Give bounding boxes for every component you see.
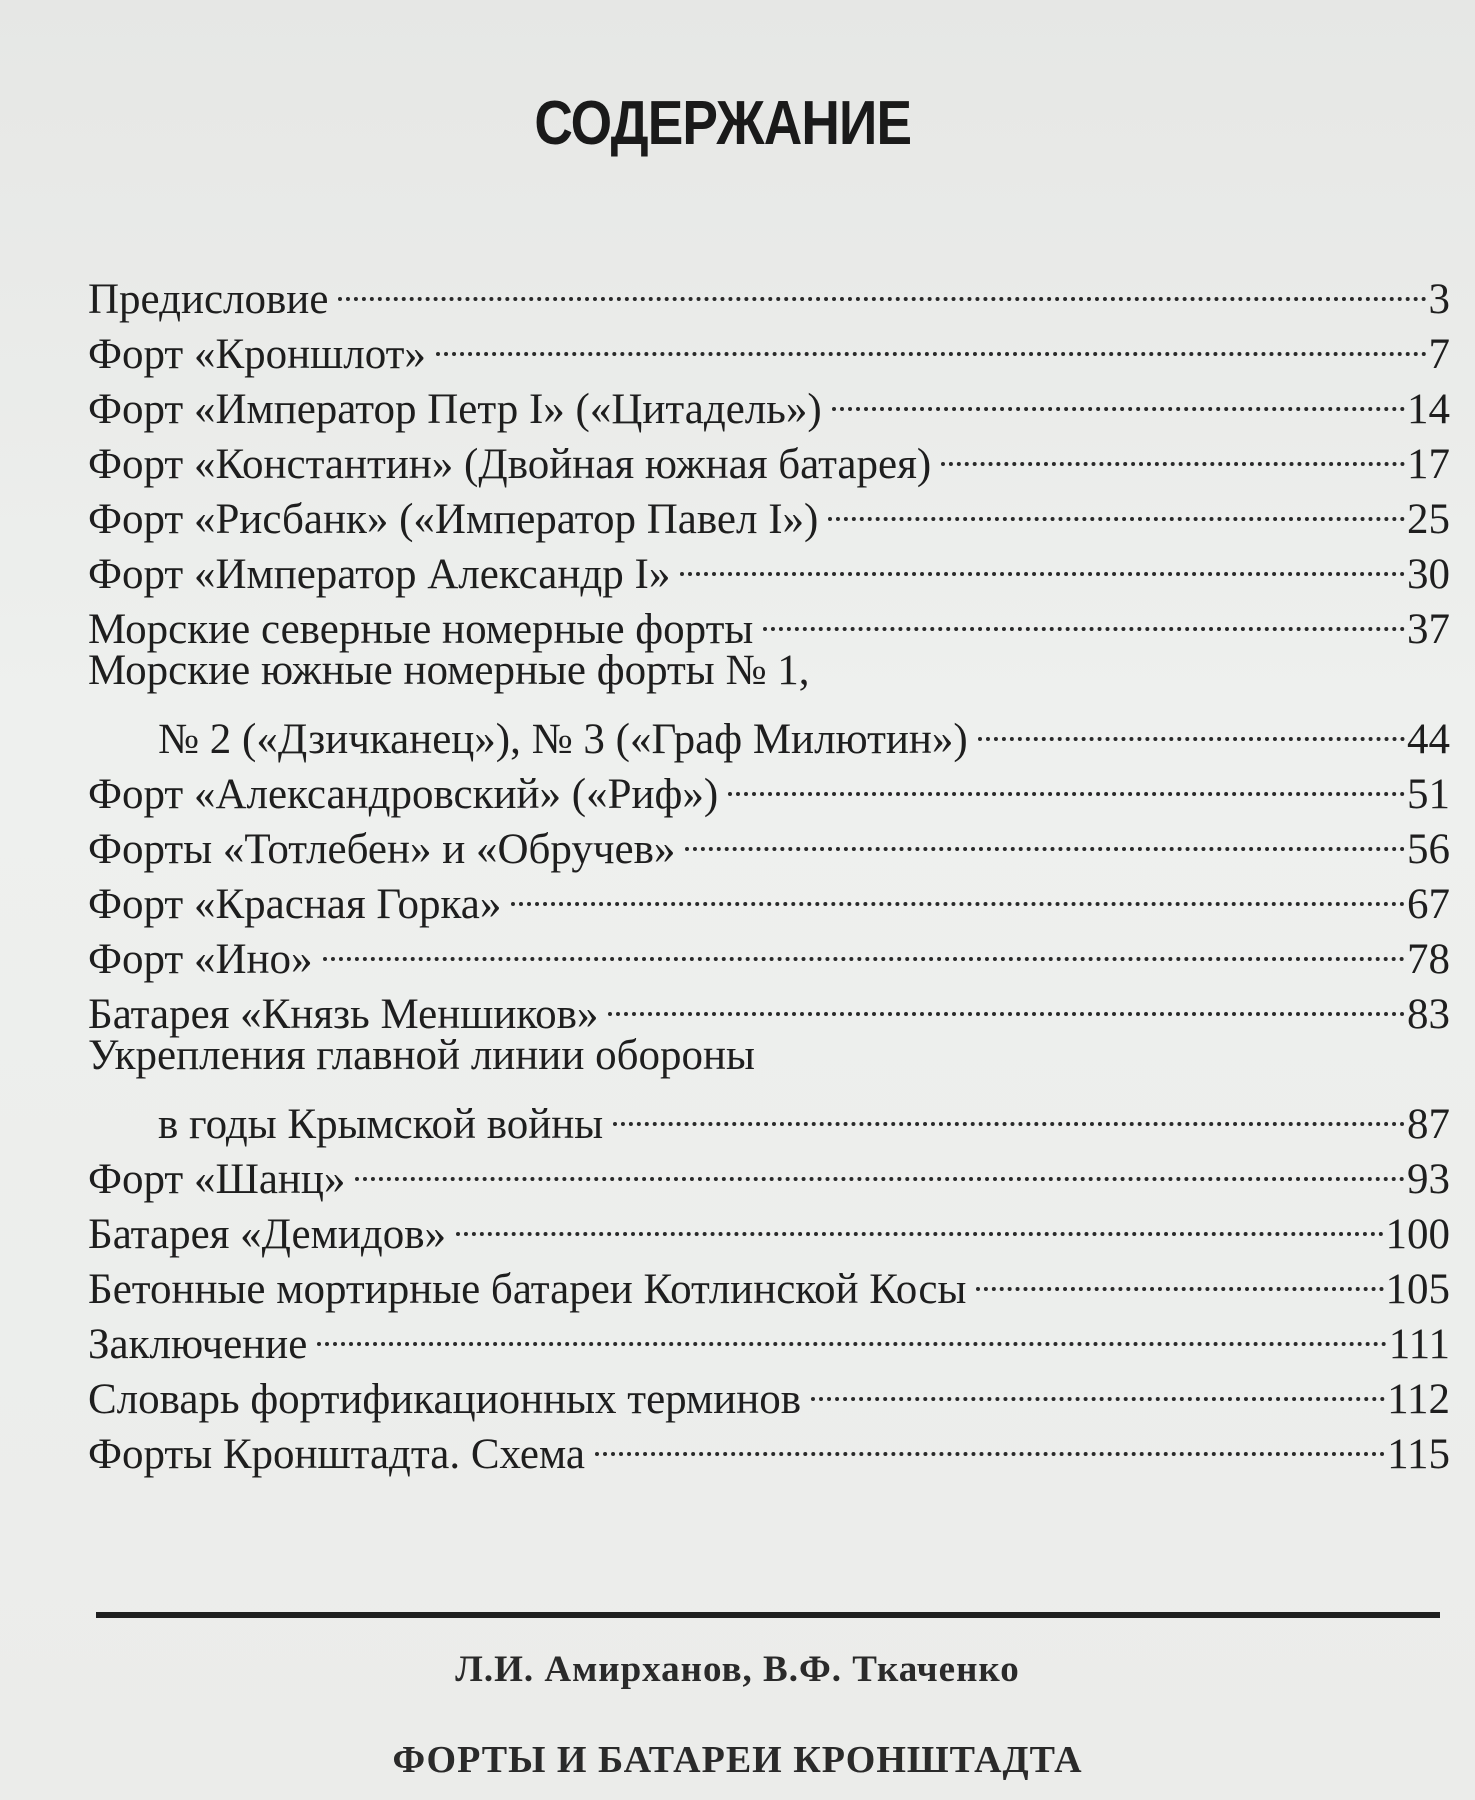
dot-leader xyxy=(595,1413,1385,1468)
dot-leader xyxy=(832,368,1405,423)
toc-page-number: 100 xyxy=(1385,1211,1450,1258)
toc-page-number: 112 xyxy=(1387,1376,1450,1423)
toc-entry-title: Форт «Рисбанк» («Император Павел I») xyxy=(88,496,819,543)
toc-entry-title: Форт «Ино» xyxy=(88,936,313,983)
toc-entry-title: Форт «Император Александр I» xyxy=(88,551,671,598)
toc-page-number: 17 xyxy=(1407,441,1450,488)
toc-entry xyxy=(88,643,1450,698)
toc-entry xyxy=(88,258,1450,323)
dot-leader xyxy=(811,1358,1385,1413)
toc-page-number: 56 xyxy=(1407,826,1450,873)
toc-page-number: 44 xyxy=(1407,716,1450,763)
divider-line xyxy=(96,1612,1440,1618)
toc-page-number: 25 xyxy=(1407,496,1450,543)
toc-page-number: 105 xyxy=(1385,1266,1450,1313)
toc-page-number: 111 xyxy=(1388,1321,1450,1368)
toc-page-number: 37 xyxy=(1407,606,1450,653)
toc-page-number: 3 xyxy=(1428,276,1450,323)
toc-entry-title: Бетонные мортирные батареи Котлинской Косы xyxy=(88,1266,967,1313)
toc-entry xyxy=(88,698,1450,763)
toc-entry-title: Словарь фортификационных терминов xyxy=(88,1376,802,1423)
dot-leader xyxy=(941,423,1405,478)
toc-page-number: 7 xyxy=(1428,331,1450,378)
toc-page-number: 83 xyxy=(1407,991,1450,1038)
toc-page-number: 51 xyxy=(1407,771,1450,818)
toc-entry-title: в годы Крымской войны xyxy=(158,1101,604,1148)
toc-entry-title: Батарея «Князь Меншиков» xyxy=(88,991,599,1038)
toc-page-number: 14 xyxy=(1407,386,1450,433)
toc-entry-title: Заключение xyxy=(88,1321,308,1368)
toc-entry-title: Укрепления главной линии обороны xyxy=(88,1032,755,1079)
dot-leader xyxy=(323,918,1405,973)
toc-page-number: 30 xyxy=(1407,551,1450,598)
dot-leader xyxy=(763,588,1405,643)
toc-entry xyxy=(88,1028,1450,1083)
dot-leader xyxy=(613,1083,1405,1138)
dot-leader xyxy=(685,808,1405,863)
dot-leader xyxy=(828,478,1405,533)
toc-entry-title: Предисловие xyxy=(88,276,329,323)
toc-entry-title: Форт «Константин» (Двойная южная батарея) xyxy=(88,441,932,488)
toc-entry-title: Форт «Кроншлот» xyxy=(88,331,426,378)
dot-leader xyxy=(456,1193,1383,1248)
toc-page-number: 67 xyxy=(1407,881,1450,928)
dot-leader xyxy=(338,258,1426,313)
toc-page-number: 87 xyxy=(1407,1101,1450,1148)
toc-entry-title: Морские северные номерные форты xyxy=(88,606,754,653)
toc-page-number: 115 xyxy=(1387,1431,1450,1478)
toc-page-number: 93 xyxy=(1407,1156,1450,1203)
toc-entry-title: Форты «Тотлебен» и «Обручев» xyxy=(88,826,676,873)
dot-leader xyxy=(355,1138,1405,1193)
book-title: ФОРТЫ И БАТАРЕИ КРОНШТАДТА xyxy=(392,1739,1083,1781)
table-of-contents xyxy=(88,258,1450,1478)
dot-leader xyxy=(978,698,1405,753)
dot-leader xyxy=(680,533,1405,588)
toc-entry-title: Морские южные номерные форты № 1, xyxy=(88,647,810,694)
toc-entry xyxy=(88,1083,1450,1148)
toc-entry-title: Форт «Шанц» xyxy=(88,1156,346,1203)
toc-entry-title: Форт «Александровский» («Риф») xyxy=(88,771,719,818)
dot-leader xyxy=(436,313,1427,368)
toc-page-number: 78 xyxy=(1407,936,1450,983)
toc-entry-title: Форт «Красная Горка» xyxy=(88,881,502,928)
dot-leader xyxy=(608,973,1405,1028)
dot-leader xyxy=(976,1248,1383,1303)
dot-leader xyxy=(511,863,1405,918)
dot-leader xyxy=(728,753,1405,808)
toc-entry-title: Батарея «Демидов» xyxy=(88,1211,447,1258)
toc-entry-title: Форт «Император Петр I» («Цитадель») xyxy=(88,386,822,433)
authors: Л.И. Амирханов, В.Ф. Ткаченко xyxy=(455,1649,1020,1690)
page-title: СОДЕРЖАНИЕ xyxy=(534,89,912,158)
dot-leader xyxy=(317,1303,1386,1358)
toc-entry-title: № 2 («Дзичканец»), № 3 («Граф Милютин») xyxy=(158,716,968,763)
toc-entry-title: Форты Кронштадта. Схема xyxy=(88,1431,586,1478)
